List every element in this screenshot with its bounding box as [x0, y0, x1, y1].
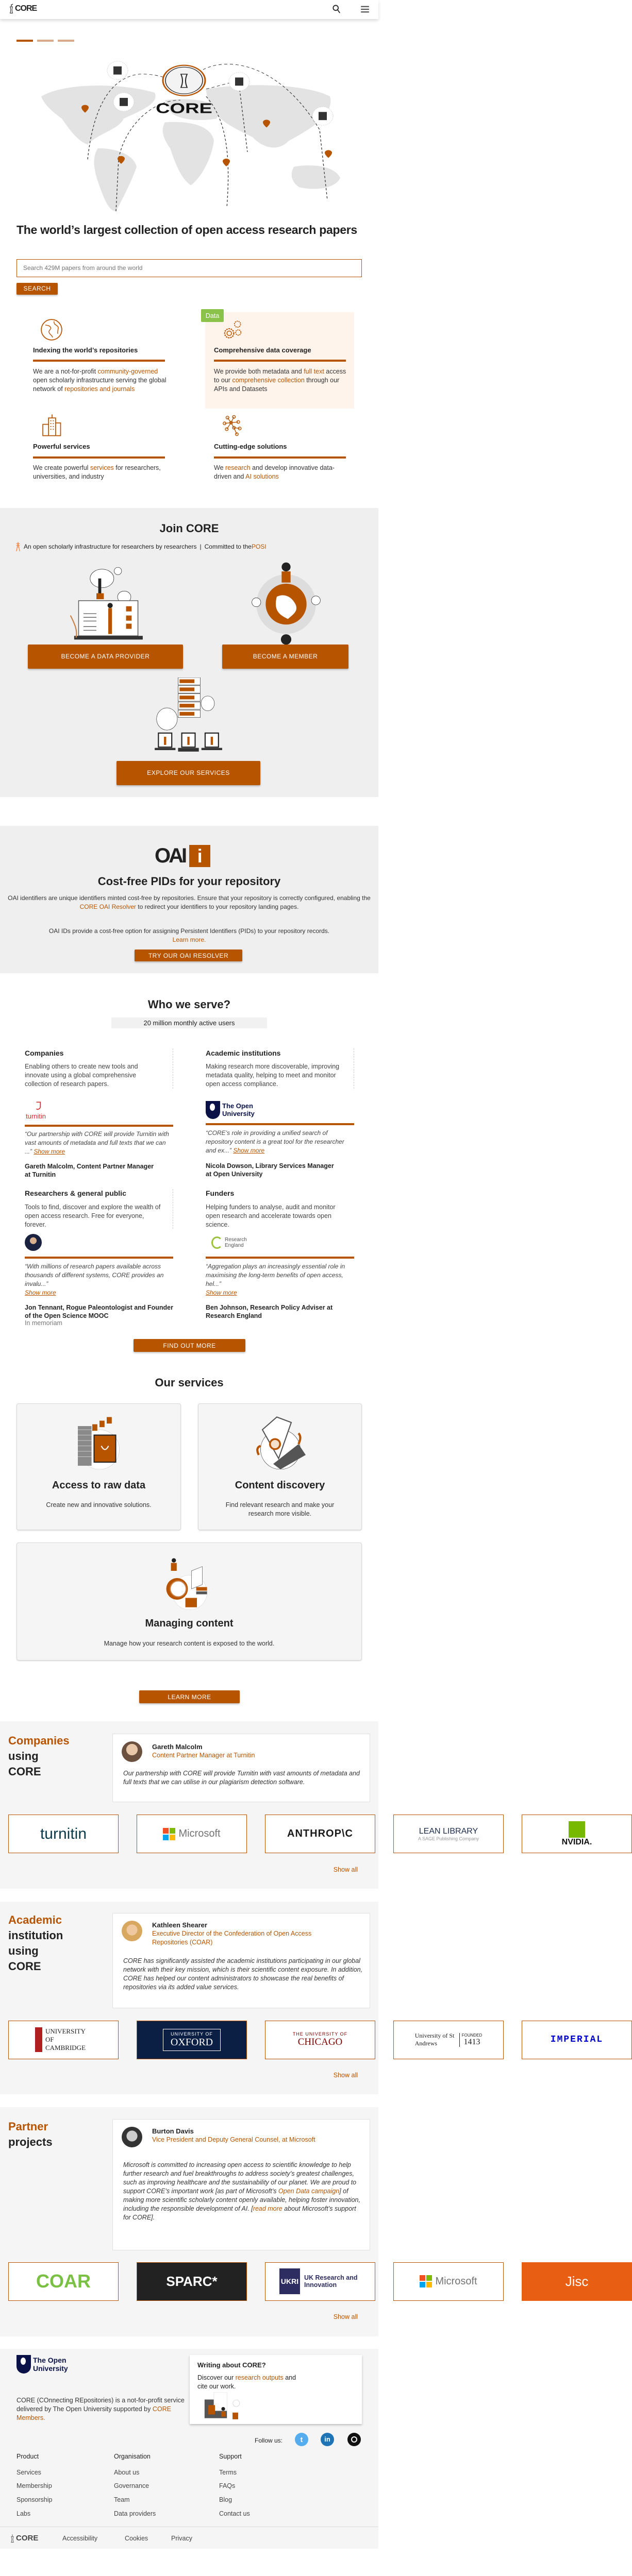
testimonial-name: Burton Davis: [152, 2127, 194, 2135]
accessibility-link[interactable]: Accessibility: [62, 2534, 98, 2542]
serve-author: Nicola Dowson, Library Services Manager at Open University: [206, 1162, 334, 1178]
testimonial-card: [112, 2119, 370, 2250]
footer-core-logo[interactable]: CORE: [10, 2534, 38, 2543]
become-data-provider-button[interactable]: BECOME A DATA PROVIDER: [28, 645, 183, 669]
academic-heading: Academic institution using CORE: [8, 1913, 63, 1973]
serve-divider: [25, 1257, 173, 1259]
building-icon: [41, 414, 63, 436]
footer-link-data-providers[interactable]: Data providers: [114, 2510, 156, 2517]
logo-ukri[interactable]: UKRI UK Research and Innovation: [265, 2262, 375, 2301]
community-governed-link[interactable]: community-governed: [97, 367, 158, 375]
writing-illustration: [203, 2392, 244, 2420]
logo-oxford[interactable]: UNIVERSITY OF OXFORD: [137, 2021, 247, 2059]
serve-divider: [206, 1257, 354, 1259]
nvidia-eye-icon: [569, 1821, 585, 1838]
service-card-raw-data[interactable]: [16, 1403, 181, 1530]
service-desc: Find relevant research and make your research more visible.: [225, 1501, 335, 1517]
service-title: Access to raw data: [52, 1479, 146, 1491]
cookies-link[interactable]: Cookies: [125, 2534, 148, 2542]
show-more-link[interactable]: Show more: [34, 1148, 65, 1156]
writing-title: Writing about CORE?: [197, 2361, 266, 2369]
find-out-more-button[interactable]: FIND OUT MORE: [134, 1339, 245, 1352]
serve-quote: “Aggregation plays an increasingly essential role in maximising the long-term benefits of open access, hel...” Show more: [206, 1263, 345, 1297]
feature-divider: [214, 360, 346, 362]
read-more-link[interactable]: read more: [253, 2205, 282, 2212]
try-oai-resolver-button[interactable]: TRY OUR OAI RESOLVER: [135, 950, 242, 961]
explore-services-button[interactable]: EXPLORE OUR SERVICES: [117, 761, 260, 786]
world-map-illustration: [21, 56, 361, 211]
serve-quote: “Our partnership with CORE will provide Turnitin with vast amounts of metadata and full texts that we can ...” Show more: [25, 1130, 169, 1156]
in-memoriam-note: In memoriam: [25, 1319, 62, 1327]
our-services-title: Our services: [155, 1376, 224, 1389]
footer-link-sponsorship[interactable]: Sponsorship: [16, 2496, 53, 2503]
apple-core-icon: [9, 4, 13, 14]
linkedin-icon[interactable]: in: [321, 2433, 334, 2446]
footer-link-labs[interactable]: Labs: [16, 2510, 31, 2517]
core-logo[interactable]: CORE: [9, 4, 37, 14]
footer-link-services[interactable]: Services: [16, 2468, 41, 2476]
footer-link-about[interactable]: About us: [114, 2468, 140, 2476]
companies-show-all-link[interactable]: Show all: [333, 1866, 358, 1873]
microsoft-squares-icon: [163, 1828, 175, 1840]
data-badge: Data: [201, 309, 224, 322]
core-oai-resolver-link[interactable]: CORE OAI Resolver: [79, 903, 136, 911]
serve-author: Ben Johnson, Research Policy Adviser at Research England: [206, 1304, 333, 1320]
oai-title: Cost-free PIDs for your repository: [97, 875, 281, 888]
twitter-icon[interactable]: t: [295, 2433, 308, 2446]
show-more-link[interactable]: Show more: [25, 1289, 56, 1297]
top-header: [0, 0, 378, 19]
carousel-dot[interactable]: [37, 40, 54, 42]
services-network-illustration: [135, 677, 243, 755]
testimonial-role: Vice President and Deputy General Counsel, at Microsoft: [152, 2136, 315, 2143]
learn-more-link[interactable]: Learn more.: [172, 936, 206, 943]
map-core-label: CORE: [156, 100, 212, 117]
writing-text: Discover our research outputs and cite our work.: [197, 2374, 296, 2390]
service-desc: Manage how your research content is exposed to the world.: [104, 1639, 275, 1647]
oai-section: [0, 826, 378, 973]
feature-text: We provide both metadata and full text access to our comprehensive collection through our APIs and Datasets: [214, 367, 346, 393]
logo-jisc[interactable]: Jisc: [522, 2262, 632, 2301]
serve-group-desc: Tools to find, discover and explore the wealth of open access research. Free for everyone, forever.: [25, 1203, 161, 1228]
service-title: Content discovery: [235, 1479, 325, 1491]
service-title: Managing content: [145, 1618, 234, 1630]
testimonial-quote: CORE has significantly assisted the academic institutions participating in our global network with their key mission, which is their scientific content exposure. In addition, CORE has helped our content administrators to showcase the real benefits of repositories via its added value services.: [123, 1957, 363, 1991]
learn-more-button[interactable]: LEARN MORE: [139, 1690, 240, 1703]
data-provider-illustration: [52, 564, 160, 641]
serve-group-title: Academic institutions: [206, 1049, 281, 1058]
testimonial-name: Gareth Malcolm: [152, 1742, 203, 1751]
serve-divider: [25, 1125, 173, 1127]
open-university-footer-logo[interactable]: The Open University: [16, 2355, 72, 2374]
members-illustration: [235, 560, 338, 645]
testimonial-name: Kathleen Shearer: [152, 1921, 207, 1929]
logo-turnitin[interactable]: turnitin: [8, 1815, 119, 1853]
serve-divider: [206, 1123, 354, 1125]
show-more-link[interactable]: Show more: [233, 1146, 265, 1154]
research-link[interactable]: research: [225, 464, 251, 471]
logo-sparc[interactable]: SPARC*: [137, 2262, 247, 2301]
feature-text: We are a not-for-profit community-governed open scholarly infrastructure serving the global network of repositories and journals: [33, 367, 167, 393]
research-england-logo: Research England: [211, 1236, 247, 1249]
who-we-serve-title: Who we serve?: [147, 997, 231, 1011]
footer-link-terms[interactable]: Terms: [219, 2468, 237, 2476]
service-card-managing-content[interactable]: [16, 1543, 362, 1660]
serve-group-title: Companies: [25, 1049, 64, 1058]
oai-pid-text: OAI IDs provide a cost-free option for assigning Persistent Identifiers (PIDs) to your repository records. Learn more.: [48, 927, 330, 943]
monthly-users-badge: 20 million monthly active users: [111, 1018, 267, 1028]
privacy-link[interactable]: Privacy: [171, 2534, 192, 2542]
logo-microsoft-partner[interactable]: Microsoft: [393, 2262, 504, 2301]
join-core-title: Join CORE: [159, 522, 219, 535]
feature-title: Powerful services: [33, 442, 90, 450]
partners-heading: Partner projects: [8, 2120, 53, 2148]
managing-content-illustration: [161, 1556, 219, 1611]
logo-anthropic[interactable]: ANTHROP\C: [265, 1815, 375, 1853]
testimonial-quote: Microsoft is committed to increasing open access to scientific knowledge to help further research and fuel breakthroughs to address society’s greatest challenges, such as improving healthcare and the sustainability of our planet. We are proud to support CORE’s important work [as part of Microsoft’s Open Data campaign] of making more scientific scholarly content openly available, helping foster innovation, including the responsible development of AI. [read more about Microsoft’s support for CORE].: [123, 2161, 360, 2221]
content-discovery-illustration: [252, 1415, 309, 1469]
writing-about-core-card: [190, 2355, 362, 2425]
ai-brain-icon: [222, 415, 243, 436]
avatar-burton-davis: [122, 2127, 142, 2147]
search-icon[interactable]: [332, 5, 341, 14]
feature-title: Comprehensive data coverage: [214, 346, 311, 354]
testimonial-card: [112, 1913, 370, 2008]
footer-col-title: Organisation: [114, 2452, 151, 2460]
feature-divider: [33, 456, 165, 459]
raw-data-illustration: [71, 1415, 128, 1469]
core-members-link[interactable]: CORE Members.: [16, 2405, 171, 2422]
apple-core-icon: [10, 2534, 14, 2543]
serve-group-title: Researchers & general public: [25, 1189, 126, 1198]
academic-show-all-link[interactable]: Show all: [333, 2072, 358, 2079]
avatar-kathleen-shearer: [122, 1921, 142, 1941]
logo-microsoft[interactable]: Microsoft: [137, 1815, 247, 1853]
research-outputs-link[interactable]: research outputs: [235, 2374, 284, 2381]
logo-chicago[interactable]: THE UNIVERSITY OF CHICAGO: [265, 2021, 375, 2059]
footer-link-contact[interactable]: Contact us: [219, 2510, 250, 2517]
oai-logo: OAI i: [155, 845, 210, 867]
service-card-content-discovery[interactable]: [198, 1403, 362, 1530]
open-university-logo: The Open University: [206, 1101, 255, 1119]
oai-description: OAI identifiers are unique identifiers minted cost-free by repositories. Ensure that your repository is correctly configured, enabling the CORE OAI Resolver to redirect your identifiers to your repository landing pages.: [8, 894, 371, 911]
gears-icon: [222, 319, 244, 342]
open-data-campaign-link[interactable]: Open Data campaign: [278, 2187, 340, 2195]
logo-lean-library[interactable]: LEAN LIBRARY A SAGE Publishing Company: [393, 1815, 504, 1853]
full-text-link[interactable]: full text: [304, 367, 324, 375]
show-more-link[interactable]: Show more: [206, 1289, 237, 1297]
logo-st-andrews[interactable]: University of St Andrews FOUNDED 1413: [393, 2021, 504, 2059]
join-core-section: [0, 508, 378, 798]
microsoft-squares-icon: [420, 2275, 432, 2287]
serve-group-desc: Making research more discoverable, improving metadata quality, helping to meet and monitor open access compliance.: [206, 1063, 340, 1088]
serve-group-title: Funders: [206, 1189, 235, 1198]
service-desc: Create new and innovative solutions.: [46, 1501, 152, 1509]
carousel-dot[interactable]: [58, 40, 74, 42]
carousel-indicators: [16, 40, 74, 42]
footer-link-blog[interactable]: Blog: [219, 2496, 232, 2503]
ai-solutions-link[interactable]: AI solutions: [245, 473, 279, 480]
feature-text: We create powerful services for researchers, universities, and industry: [33, 464, 161, 480]
feature-divider: [214, 456, 346, 459]
avatar-jon-tennant: [25, 1234, 42, 1251]
feature-title: Indexing the world’s repositories: [33, 346, 138, 354]
infrastructure-tower-icon: [15, 542, 21, 551]
carousel-dot-active[interactable]: [16, 40, 33, 42]
footer-link-faqs[interactable]: FAQs: [219, 2482, 236, 2490]
companies-heading: Companies using CORE: [8, 1734, 70, 1778]
footer-link-membership[interactable]: Membership: [16, 2482, 52, 2490]
services-link[interactable]: services: [90, 464, 114, 471]
serve-group-desc: Helping funders to analyse, audit and monitor open research and accelerate towards open science.: [206, 1203, 336, 1228]
testimonial-quote: Our partnership with CORE will provide Turnitin with vast amounts of metadata and full texts that we can utilise in our plagiarism detection software.: [123, 1769, 360, 1786]
avatar-gareth-malcolm: [122, 1741, 142, 1762]
turnitin-mark-icon: [33, 1101, 44, 1111]
footer-col-title: Product: [16, 2452, 39, 2460]
partners-show-all-link[interactable]: Show all: [333, 2313, 358, 2320]
logo-coar[interactable]: COAR: [8, 2262, 119, 2301]
follow-us-label: Follow us:: [255, 2437, 283, 2445]
search-input[interactable]: [16, 259, 362, 277]
become-member-button[interactable]: BECOME A MEMBER: [222, 645, 348, 669]
footer-col-title: Support: [219, 2452, 242, 2460]
footer-link-governance[interactable]: Governance: [114, 2482, 149, 2490]
turnitin-logo: turnitin: [26, 1101, 67, 1120]
comprehensive-collection-link[interactable]: comprehensive collection: [232, 376, 305, 384]
testimonial-role: Executive Director of the Confederation of Open Access Repositories (COAR): [152, 1930, 312, 1946]
search-button[interactable]: SEARCH: [16, 283, 58, 295]
join-tagline: An open scholarly infrastructure for researchers by researchers | Committed to the POSI: [15, 542, 366, 551]
serve-author: Gareth Malcolm, Content Partner Manager at Turnitin: [25, 1163, 154, 1179]
repositories-journals-link[interactable]: repositories and journals: [64, 385, 135, 393]
footer-link-team[interactable]: Team: [114, 2496, 130, 2503]
footer-about: CORE (COnnecting REpositories) is a not-for-profit service delivered by The Open University supported by CORE Members.: [16, 2397, 185, 2422]
testimonial-role: Content Partner Manager at Turnitin: [152, 1751, 255, 1759]
testimonial-card: [112, 1734, 370, 1803]
serve-quote: “CORE’s role in providing a unified search of repository content is a great tool for the researcher and ex...” Show more: [206, 1129, 344, 1154]
feature-divider: [33, 360, 165, 362]
logo-imperial[interactable]: IMPERIAL: [522, 2021, 632, 2059]
globe-icon: [40, 318, 63, 341]
feature-text: We research and develop innovative data-driven and AI solutions: [214, 464, 335, 480]
logo-nvidia[interactable]: NVIDIA.: [522, 1815, 632, 1853]
serve-group-desc: Enabling others to create new tools and innovate using a global comprehensive collection of research papers.: [25, 1063, 138, 1088]
serve-quote: “With millions of research papers available across thousands of different systems, CORE provides an invalu...” Show more: [25, 1263, 164, 1297]
logo-cambridge[interactable]: UNIVERSITY OF CAMBRIDGE: [8, 2021, 119, 2059]
core-circle: [163, 65, 205, 96]
menu-icon[interactable]: [361, 6, 369, 13]
serve-author: Jon Tennant, Rogue Paleontologist and Founder of the Open Science MOOC: [25, 1304, 173, 1320]
hero-title: The world’s largest collection of open access research papers: [16, 223, 357, 236]
feature-title: Cutting-edge solutions: [214, 442, 287, 450]
posi-link[interactable]: POSI: [251, 543, 267, 550]
